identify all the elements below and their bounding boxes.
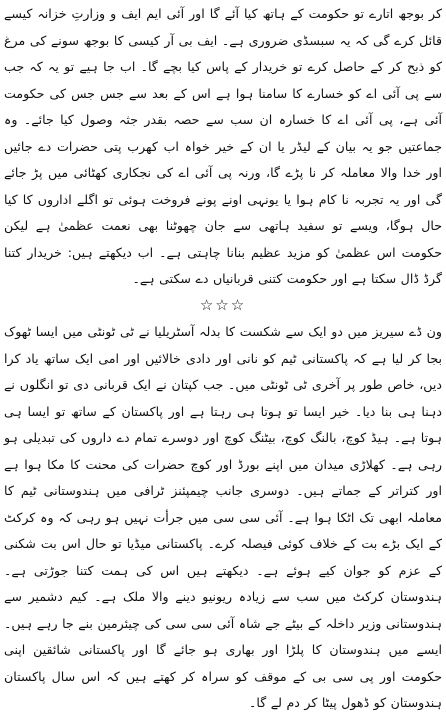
section-separator: ☆☆☆ [199, 296, 247, 314]
article-paragraph: کر بوجھ اتارے تو حکومت کے ہاتھ کیا آئے گا اور آئی ایم ایف و وزارتِ خزانہ کیسے قائل کرے گی کہ یہ سبسڈی ضروری ہے۔ ایف بی آر کیسی کا بوجھ سونے کی مرغ کو ذبح کر کے حاصل کرے تو خریدار کے پاس کیا بچے گا۔ اب جا ہیے تو یہ کہ جب سے پی آئی اے کو خسارے کا سامنا ہوا ہے اس کے بعد سے جس جس کی حکومت آئی ہے، پی آئی اے کا خسارہ ان سب سے حصہ بقدر جثہ وصول کیا جائے۔ وہ جماعتیں جو یہ بیان کے لیڈر یا ان کے خیر خواہ اب کھرب پتی حضرات دے جائیں اور خدا والا معاملہ کر نا پڑے گا، ورنہ پی آئی اے کی نجکاری کھٹائی میں پڑ جائے گی اور یہ تجربہ نا کام ہوا یا یونہی اونے پونے فروخت ہوئی تو اگلے اداروں کا کیا حال ہوگا، ویسے تو سفید ہاتھی سے جان چھوٹنا بھی نعمت عظمیٰ ہے لیکن حکومت اس عظمیٰ کو مزید عظیم بنانا چاہتی ہے۔ اب دیکھتے ہیں: خریدار کتنا گرڈ ڈال سکتا ہے اور حکومت کتنی قربانیاں دے سکتی ہے۔ [4, 6, 442, 286]
article-paragraph: ون ڈے سیریز میں دو ایک سے شکست کا بدلہ آسٹریلیا نے ٹی ٹونٹی میں ایسا ٹھوک بجا کر لیا ہے کہ پاکستانی ٹیم کو نانی اور دادی خالائیں اور امی ایک ساتھ یاد کرا دیں، خاص طور پر آخری ٹی ٹونٹی میں۔ جب کپتان نے ایک قربانی دی تو انگلوں نے دہنا ہی بنا دیا۔ خیر ایسا تو ہوتا ہی رہتا ہے اور پاکستان کے ساتھ تو ایسا ہی ہوتا ہے۔ ہیڈ کوچ، بالنگ کوچ، بیٹنگ کوچ اور دوسرے تمام دے داروں کی تبدیلی ہو رہی ہے۔ کھلاڑی میدان میں اپنے بورڈ اور کوچ حضرات کی محنت کا مکا ہوا ہے اور کتراتر کے جماتے ہیں۔ دوسری جانب چیمپئنز ٹرافی میں ہندوستانی ٹیم کا معاملہ ابھی تک اٹکا ہوا ہے۔ آئی سی سی میں جرأت نہیں ہو رہی کہ وہ کرکٹ کے ایک بڑے بت کے خلاف کوئی فیصلہ کرے۔ پاکستانی میڈیا تو حال اس بت شکنی کے عزم کو جوان کیے ہوئے ہے۔ دیکھتے ہیں اس کی ہمت کتنا جوڑتی ہے۔ ہندوستان کرکٹ میں سب سے زیادہ ریونیو دینے والا ملک ہے۔ کیم دشمیر سے ہندوستانی وزیر داخلہ کے بیٹے جے شاہ آئی سی سی کی چیئرمین بنے جا رہے ہیں۔ ایسے میں ہندوستان کا پلڑا اور بھاری ہو جائے گا اور پاکستانی شائقین اپنی حکومت اور پی سی بی کے موقف کو سراہ کر کھتے ہیں کہ اس سال پاکستان ہندوستان کو ڈھول پیٹا کر دم لے گا۔ [4, 324, 442, 710]
